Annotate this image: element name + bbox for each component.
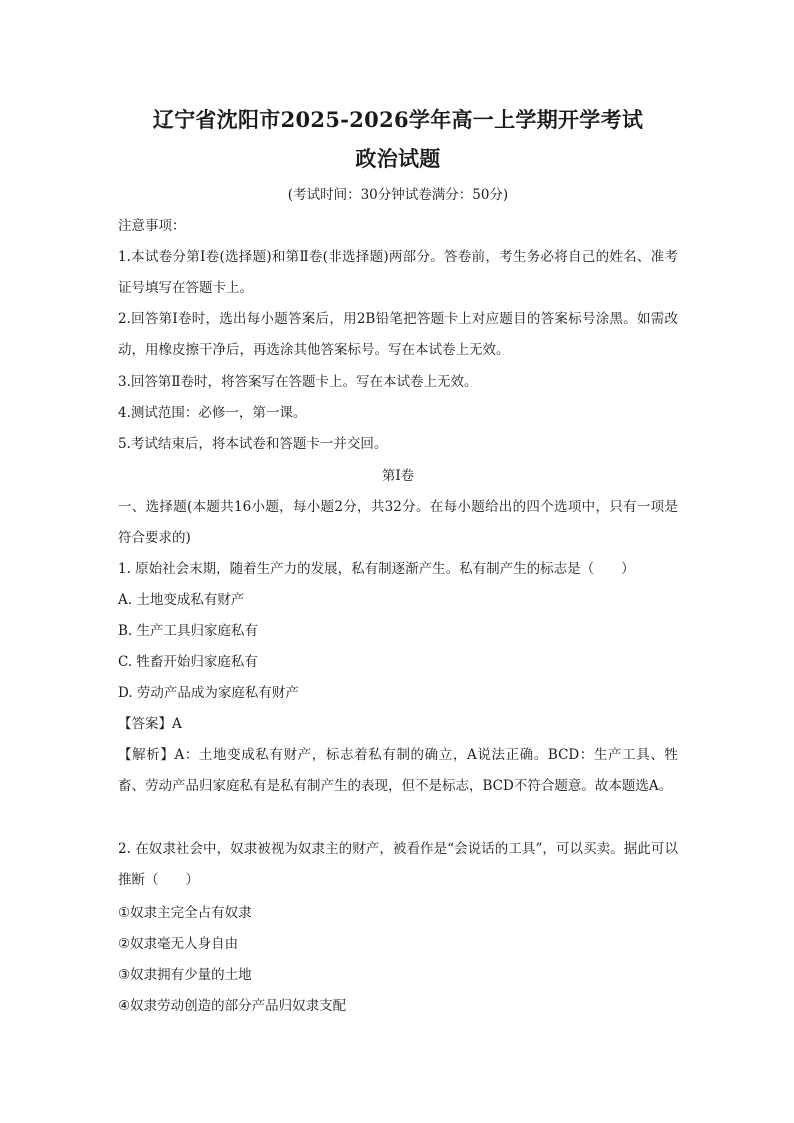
question-2-item-1: ①奴隶主完全占有奴隶 (118, 905, 252, 921)
question-2-item-3: ③奴隶拥有少量的土地 (118, 967, 252, 983)
exam-info: (考试时间：30分钟试卷满分：50分) (287, 187, 509, 203)
section-title: 第Ⅰ卷 (381, 468, 415, 484)
question-1-analysis: 【解析】A：土地变成私有财产，标志着私有制的确立，A说法正确。BCD：生产工具、牲畜、劳动产品归家庭私有是私有制产生的表现，但不是标志，BCD不符合题意。故本题选A。 (118, 747, 678, 794)
question-1-option-d: D. 劳动产品成为家庭私有财产 (118, 685, 299, 701)
question-2-item-2: ②奴隶毫无人身自由 (118, 936, 239, 952)
note-item-5: 5.考试结束后，将本试卷和答题卡一并交回。 (118, 436, 388, 452)
note-item-3: 3.回答第Ⅱ卷时，将答案写在答题卡上。写在本试卷上无效。 (118, 374, 478, 390)
section-intro: 一、选择题(本题共16小题，每小题2分，共32分。在每小题给出的四个选项中，只有一项是符合要求的) (118, 499, 678, 546)
note-item-1: 1.本试卷分第Ⅰ卷(选择题)和第Ⅱ卷(非选择题)两部分。答卷前，考生务必将自己的姓名、准考证号填写在答题卡上。 (118, 249, 678, 296)
question-1-option-b: B. 生产工具归家庭私有 (118, 623, 259, 639)
notes-heading: 注意事项： (118, 218, 186, 234)
page-subtitle: 政治试题 (355, 146, 441, 171)
question-1-option-a: A. 土地变成私有财产 (118, 592, 245, 608)
question-1-answer: 【答案】A (118, 716, 182, 732)
note-item-4: 4.测试范围：必修一，第一课。 (118, 405, 307, 421)
question-2-stem: 2. 在奴隶社会中，奴隶被视为奴隶主的财产，被看作是“会说话的工具”，可以买卖。据此可以推断（ ） (118, 841, 678, 888)
question-2-item-4: ④奴隶劳动创造的部分产品归奴隶支配 (118, 998, 347, 1014)
note-item-2: 2.回答第Ⅰ卷时，选出每小题答案后，用2B铅笔把答题卡上对应题目的答案标号涂黑。如需改动，用橡皮擦干净后，再选涂其他答案标号。写在本试卷上无效。 (118, 311, 678, 358)
page-title: 辽宁省沈阳市2025-2026学年高一上学期开学考试 (152, 107, 644, 132)
question-1-stem: 1. 原始社会末期，随着生产力的发展，私有制逐渐产生。私有制产生的标志是（ ） (118, 561, 635, 577)
question-1-option-c: C. 牲畜开始归家庭私有 (118, 654, 258, 670)
